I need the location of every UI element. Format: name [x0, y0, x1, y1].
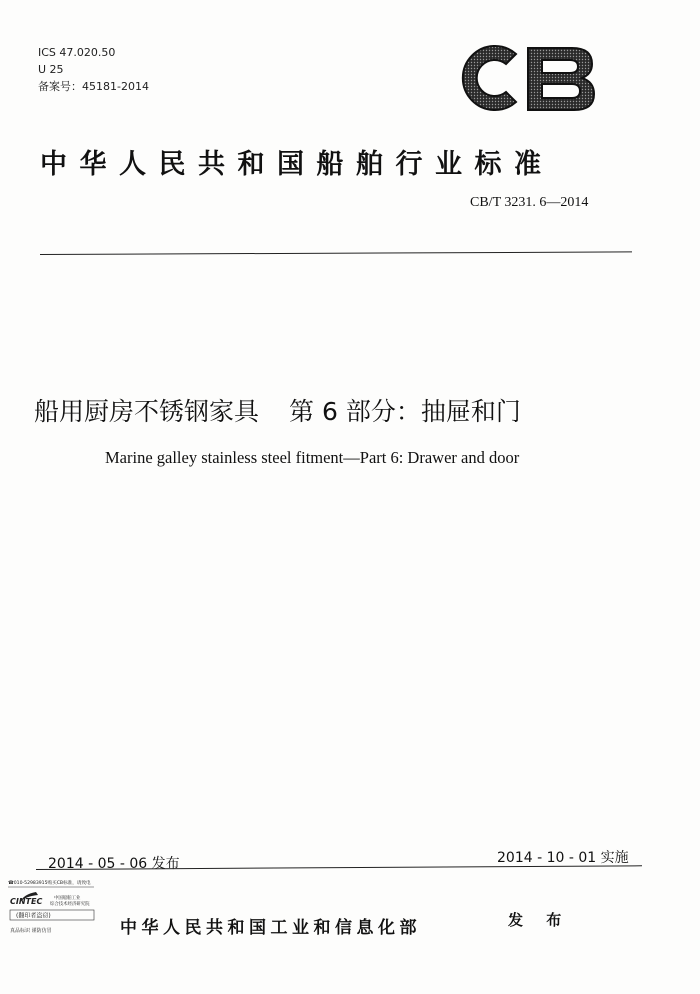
stamp-brand: CINTEC	[10, 897, 43, 906]
title-cn-part: 第 6 部分：抽屉和门	[289, 397, 521, 426]
publish-label: 发 布	[508, 911, 571, 929]
stamp-warning: 真品标识 谨防仿冒	[10, 928, 52, 934]
standard-title: 中华人民共和国船舶行业标准	[40, 149, 554, 180]
document-metadata	[38, 44, 149, 95]
logo-text: CB	[446, 40, 448, 41]
stamp-tel: ☎010-52983915购买CB标准，请致电	[8, 881, 91, 886]
header-divider	[40, 251, 632, 255]
cintec-stamp-icon	[6, 876, 98, 938]
document-title-en: Marine galley stainless steel fitment—Part 6: Drawer and door	[105, 448, 520, 467]
issue-date: 2014 - 05 - 06 发布	[48, 856, 180, 872]
cb-standard-logo	[446, 40, 598, 116]
document-title-cn	[34, 392, 521, 428]
classification-code: U 25	[38, 63, 64, 76]
filing-number: 备案号：45181-2014	[38, 80, 149, 93]
publisher-name: 中华人民共和国工业和信息化部	[120, 918, 421, 938]
stamp-org-1: 中国船舶工业	[54, 896, 81, 901]
ics-code: ICS 47.020.50	[38, 46, 116, 59]
title-cn-main: 船用厨房不锈钢家具	[34, 397, 260, 426]
implementation-date: 2014 - 10 - 01 实施	[497, 850, 629, 866]
standard-code: CB/T 3231. 6—2014	[470, 195, 589, 210]
stamp-org-2: 综合技术经济研究院	[50, 902, 90, 907]
stamp-note: (翻印者盗窃)	[16, 912, 51, 920]
